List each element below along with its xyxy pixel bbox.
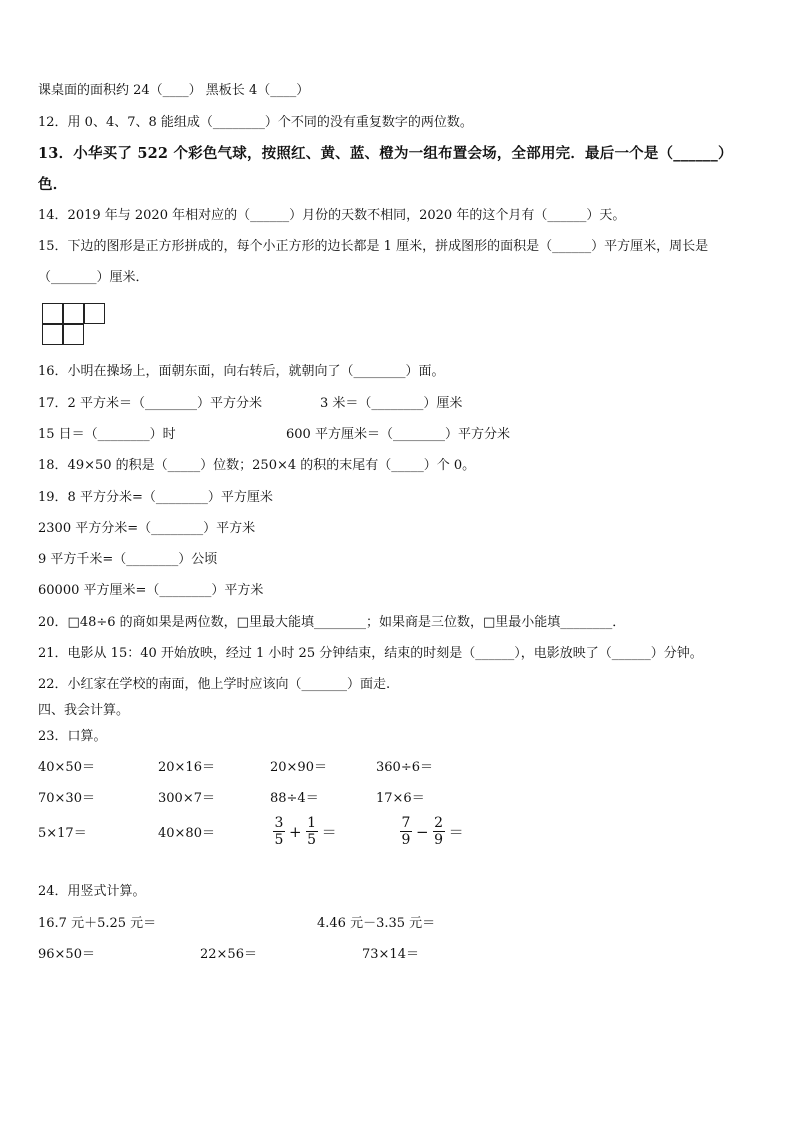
oral-item: 17×6＝ bbox=[376, 791, 425, 806]
question-17-b: 3 米＝（________）厘米 bbox=[320, 396, 463, 411]
square-cell bbox=[42, 303, 63, 324]
square-cell bbox=[63, 324, 84, 345]
fraction-expression-1 bbox=[272, 815, 340, 848]
oral-item: 20×90＝ bbox=[270, 760, 327, 775]
question-13-line1: 13．小华买了 522 个彩色气球，按照红、黄、蓝、橙为一组布置会场，全部用完．最后一个是（______） bbox=[38, 145, 733, 162]
question-19-d: 60000 平方厘米=（________）平方米 bbox=[38, 583, 264, 598]
oral-item: 40×50＝ bbox=[38, 760, 95, 775]
denominator: 5 bbox=[307, 832, 317, 848]
numerator: 1 bbox=[307, 815, 317, 831]
question-24-title: 24．用竖式计算。 bbox=[38, 884, 146, 899]
vertical-calc-item: 4.46 元－3.35 元＝ bbox=[317, 916, 436, 931]
vertical-calc-item: 16.7 元＋5.25 元＝ bbox=[38, 916, 157, 931]
question-23-title: 23．口算。 bbox=[38, 729, 107, 744]
question-18: 18．49×50 的积是（_____）位数；250×4 的积的末尾有（_____）个 0。 bbox=[38, 458, 476, 473]
fraction bbox=[273, 815, 285, 848]
question-22: 22．小红家在学校的南面，他上学时应该向（_______）面走. bbox=[38, 677, 391, 692]
oral-item: 300×7＝ bbox=[158, 791, 215, 806]
fraction bbox=[400, 815, 412, 848]
question-15-line2: （_______）厘米． bbox=[38, 270, 149, 285]
numerator: 3 bbox=[274, 815, 284, 831]
question-17-d: 600 平方厘米＝（________）平方分米 bbox=[286, 427, 510, 442]
square-cell bbox=[84, 303, 105, 324]
vertical-calc-item: 96×50＝ bbox=[38, 947, 95, 962]
equals-sign: ＝ bbox=[321, 823, 337, 841]
question-17-c: 15 日＝（________）时 bbox=[38, 427, 176, 442]
question-11-tail: 课桌面的面积约 24（____） 黑板长 4（____） bbox=[38, 83, 310, 98]
question-21: 21．电影从 15：40 开始放映，经过 1 小时 25 分钟结束，结束的时刻是（______），电影放映了（______）分钟。 bbox=[38, 646, 703, 661]
oral-item: 88÷4＝ bbox=[270, 791, 319, 806]
operator: − bbox=[416, 822, 429, 841]
denominator: 9 bbox=[401, 832, 411, 848]
oral-item: 5×17＝ bbox=[38, 826, 87, 841]
question-20: 20．□48÷6 的商如果是两位数，□里最大能填________；如果商是三位数，□里最小能填________． bbox=[38, 615, 626, 630]
section-4-heading: 四、我会计算。 bbox=[38, 703, 130, 718]
denominator: 5 bbox=[274, 832, 284, 848]
square-cell bbox=[63, 303, 84, 324]
equals-sign: ＝ bbox=[448, 823, 464, 841]
fraction-expression-2 bbox=[399, 815, 467, 848]
vertical-calc-item: 73×14＝ bbox=[362, 947, 419, 962]
question-17-a: 17．2 平方米＝（________）平方分米 bbox=[38, 396, 262, 411]
operator: + bbox=[289, 822, 302, 841]
question-19-a: 19．8 平方分米=（________）平方厘米 bbox=[38, 490, 273, 505]
oral-item: 20×16＝ bbox=[158, 760, 215, 775]
numerator: 2 bbox=[434, 815, 444, 831]
question-19-c: 9 平方千米=（________）公顷 bbox=[38, 552, 218, 567]
square-cell bbox=[42, 324, 63, 345]
fraction bbox=[433, 815, 445, 848]
denominator: 9 bbox=[434, 832, 444, 848]
question-19-b: 2300 平方分米=（________）平方米 bbox=[38, 521, 256, 536]
numerator: 7 bbox=[401, 815, 411, 831]
question-16: 16．小明在操场上，面朝东面，向右转后，就朝向了（________）面。 bbox=[38, 364, 445, 379]
fraction bbox=[306, 815, 318, 848]
question-12: 12．用 0、4、7、8 能组成（________）个不同的没有重复数字的两位数。 bbox=[38, 115, 473, 130]
oral-item: 40×80＝ bbox=[158, 826, 215, 841]
question-15-line1: 15．下边的图形是正方形拼成的，每个小正方形的边长都是 1 厘米，拼成图形的面积是（______）平方厘米，周长是 bbox=[38, 239, 709, 254]
question-13-line2: 色． bbox=[38, 176, 68, 193]
oral-item: 360÷6＝ bbox=[376, 760, 433, 775]
vertical-calc-item: 22×56＝ bbox=[200, 947, 257, 962]
question-14: 14．2019 年与 2020 年相对应的（______）月份的天数不相同，2020 年的这个月有（______）天。 bbox=[38, 208, 626, 223]
oral-item: 70×30＝ bbox=[38, 791, 95, 806]
